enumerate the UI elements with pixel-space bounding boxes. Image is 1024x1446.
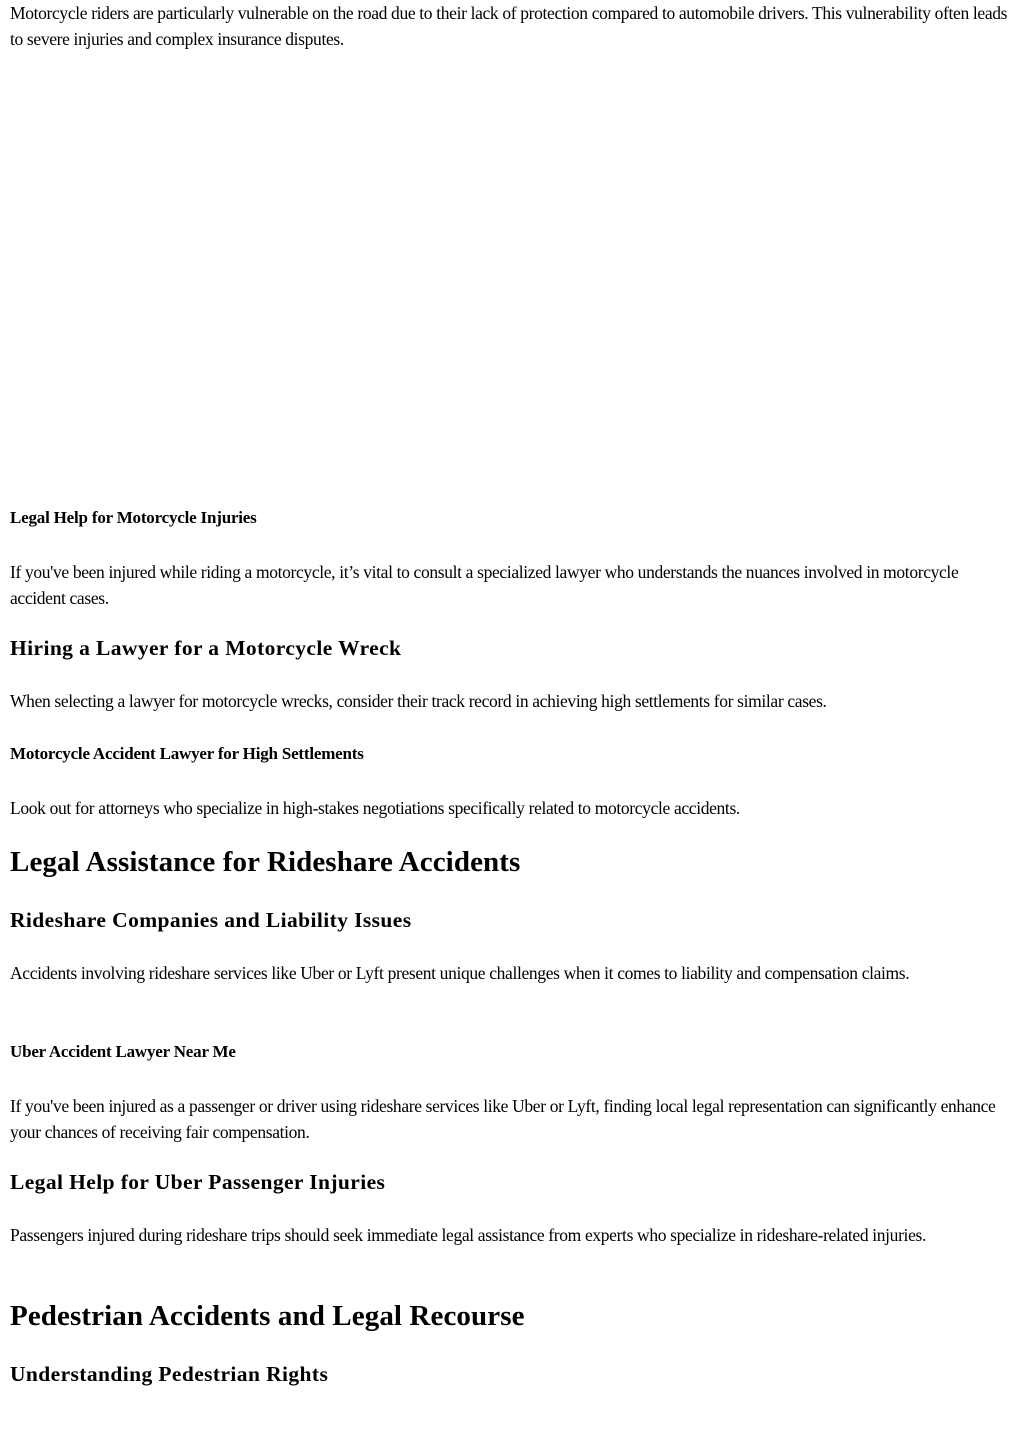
image-placeholder <box>10 60 1014 490</box>
pedestrian-section-heading: Pedestrian Accidents and Legal Recourse <box>10 1300 525 1332</box>
uber-lawyer-near-me-text: If you've been injured as a passenger or driver using rideshare services like Uber or Lyft, finding local legal representation can significantly enhance your chances of receiving fair compensation. <box>10 1096 996 1142</box>
legal-help-motorcycle-text: If you've been injured while riding a motorcycle, it’s vital to consult a specialized lawyer who understands the nuances involved in motorcycle accident cases. <box>10 562 959 608</box>
rideshare-liability-heading: Rideshare Companies and Liability Issues <box>10 908 412 932</box>
uber-passenger-text: Passengers injured during rideshare trips should seek immediate legal assistance from experts who specialize in rideshare-related injuries. <box>10 1225 926 1245</box>
uber-passenger-heading: Legal Help for Uber Passenger Injuries <box>10 1170 386 1194</box>
rideshare-section-heading: Legal Assistance for Rideshare Accidents <box>10 846 521 878</box>
hiring-lawyer-text: When selecting a lawyer for motorcycle wrecks, consider their track record in achieving high settlements for similar cases. <box>10 691 827 711</box>
uber-lawyer-near-me-heading: Uber Accident Lawyer Near Me <box>10 1042 236 1061</box>
rideshare-liability-text: Accidents involving rideshare services like Uber or Lyft present unique challenges when it comes to liability and compensation claims. <box>10 963 910 983</box>
high-settlements-text: Look out for attorneys who specialize in high-stakes negotiations specifically related to motorcycle accidents. <box>10 798 740 818</box>
pedestrian-rights-heading: Understanding Pedestrian Rights <box>10 1362 329 1386</box>
legal-help-motorcycle-heading: Legal Help for Motorcycle Injuries <box>10 508 257 527</box>
high-settlements-heading: Motorcycle Accident Lawyer for High Settlements <box>10 744 364 763</box>
hiring-lawyer-heading: Hiring a Lawyer for a Motorcycle Wreck <box>10 636 402 660</box>
intro-paragraph: Motorcycle riders are particularly vulnerable on the road due to their lack of protection compared to automobile drivers. This vulnerability often leads to severe injuries and complex insurance disputes. <box>10 3 1008 49</box>
